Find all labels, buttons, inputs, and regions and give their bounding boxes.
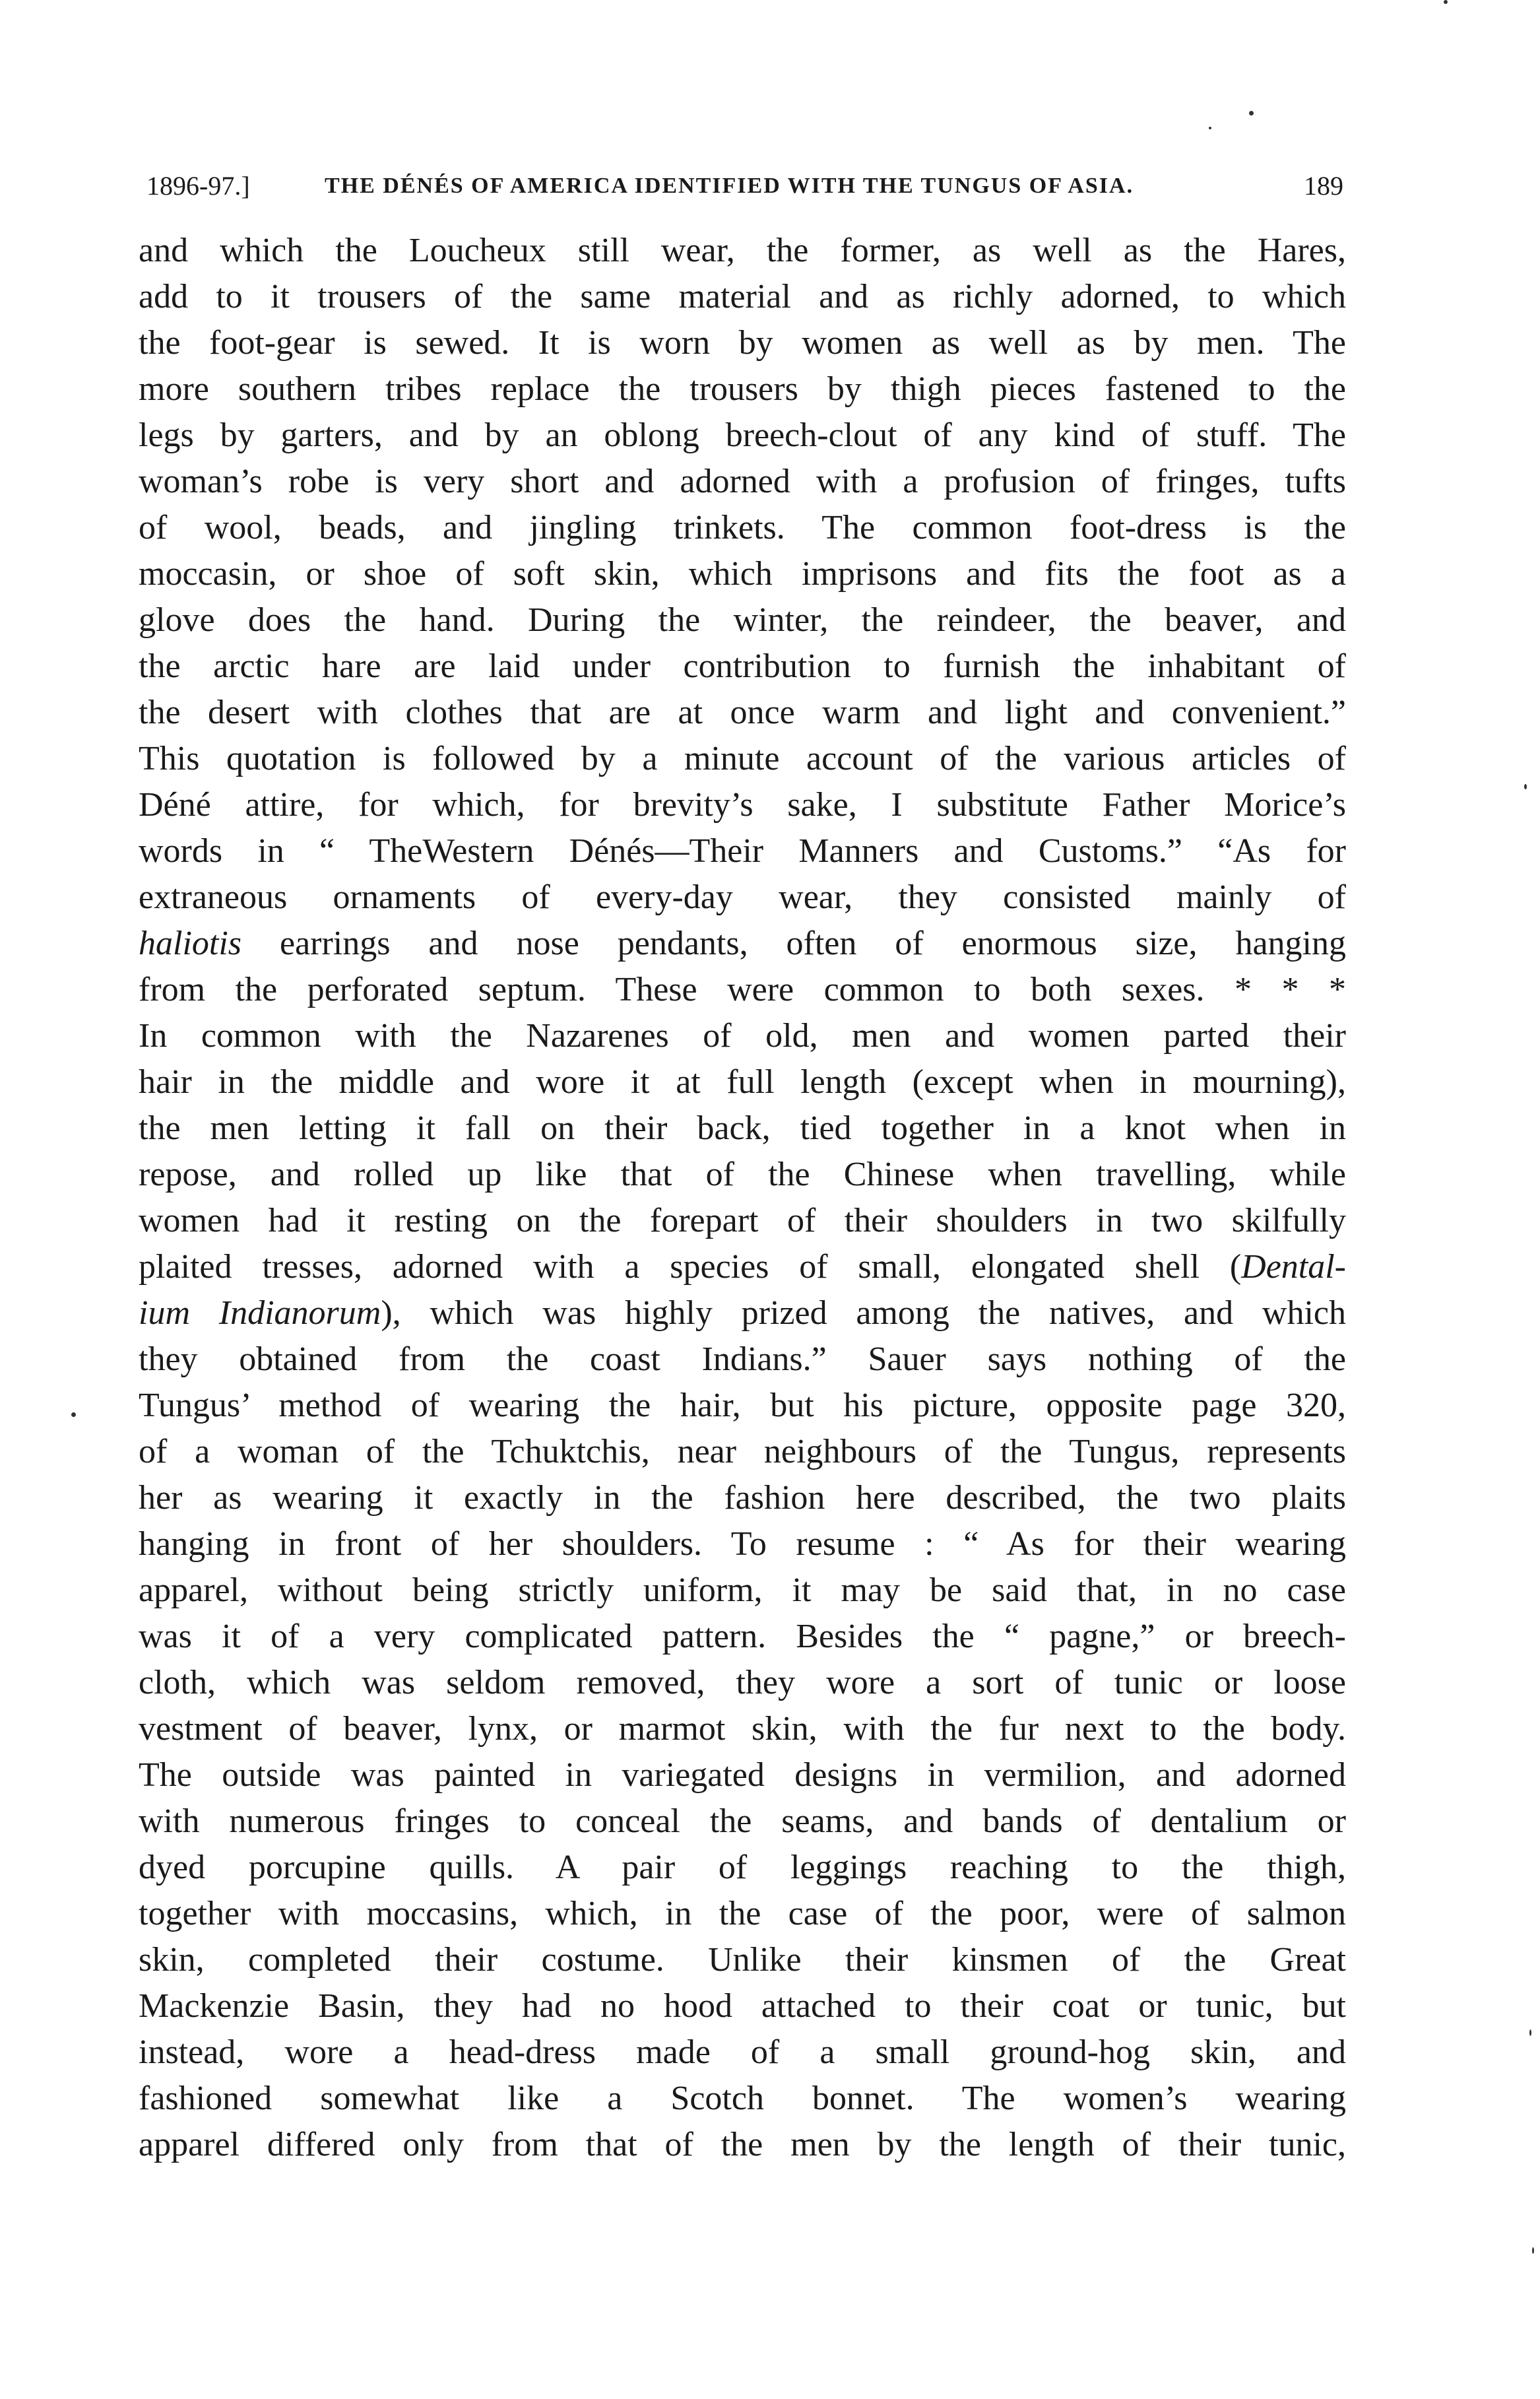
text-line bbox=[139, 228, 1346, 274]
line-text: with numerous fringes to conceal the seams, and bands of dentalium or bbox=[139, 1802, 1346, 1840]
text-line bbox=[139, 1937, 1346, 1983]
line-text: together with moccasins, which, in the case of the poor, were of salmon bbox=[139, 1895, 1346, 1932]
line-text: the desert with clothes that are at once warm and light and convenient.” bbox=[139, 694, 1346, 731]
text-line bbox=[139, 366, 1346, 412]
page-number: 189 bbox=[1304, 171, 1343, 201]
line-text: moccasin, or shoe of soft skin, which imprisons and fits the foot as a bbox=[139, 555, 1346, 593]
line-text: The outside was painted in variegated designs in vermilion, and adorned bbox=[139, 1756, 1346, 1794]
line-text: of a woman of the Tchuktchis, near neighbours of the Tungus, represents bbox=[139, 1433, 1346, 1470]
text-line bbox=[139, 1429, 1346, 1475]
line-text: dyed porcupine quills. A pair of leggings reaching to the thigh, bbox=[139, 1849, 1346, 1886]
line-text: instead, wore a head-dress made of a small ground-hog skin, and bbox=[139, 2033, 1346, 2071]
text-line bbox=[139, 320, 1346, 366]
line-text: apparel differed only from that of the men by the length of their tunic, bbox=[139, 2126, 1346, 2163]
line-text: women had it resting on the forepart of their shoulders in two skilfully bbox=[139, 1202, 1346, 1239]
body-text bbox=[139, 228, 1346, 2168]
text-line bbox=[139, 736, 1346, 782]
line-text: hanging in front of her shoulders. To resume : “ As for their wearing bbox=[139, 1525, 1346, 1563]
text-line bbox=[139, 1798, 1346, 1845]
scan-speck bbox=[71, 1412, 76, 1417]
line-text: legs by garters, and by an oblong breech-clout of any kind of stuff. The bbox=[139, 416, 1346, 454]
text-line bbox=[139, 1152, 1346, 1198]
text-line bbox=[139, 874, 1346, 921]
line-text: extraneous ornaments of every-day wear, they consisted mainly of bbox=[139, 878, 1346, 916]
text-line bbox=[139, 1290, 1346, 1336]
line-text: Déné attire, for which, for brevity’s sake, I substitute Father Morice’s bbox=[139, 786, 1346, 824]
text-line bbox=[139, 1752, 1346, 1798]
line-text: and which the Loucheux still wear, the former, as well as the Hares, bbox=[139, 232, 1346, 269]
line-text: In common with the Nazarenes of old, men and women parted their bbox=[139, 1017, 1346, 1055]
text-line bbox=[139, 782, 1346, 828]
text-line bbox=[139, 1336, 1346, 1383]
running-head bbox=[146, 166, 1343, 206]
line-text: This quotation is followed by a minute account of the various articles of bbox=[139, 740, 1346, 777]
text-line bbox=[139, 643, 1346, 690]
line-text: words in “ TheWestern Dénés—Their Manners and Customs.” “As for bbox=[139, 832, 1346, 870]
line-text: her as wearing it exactly in the fashion here described, the two plaits bbox=[139, 1479, 1346, 1517]
line-text: woman’s robe is very short and adorned with a profusion of fringes, tufts bbox=[139, 463, 1346, 500]
line-text: earrings and nose pendants, often of enormous size, hanging bbox=[241, 925, 1346, 962]
line-text: glove does the hand. During the winter, the reindeer, the beaver, and bbox=[139, 601, 1346, 639]
italic-term: Dental- bbox=[1241, 1248, 1346, 1286]
text-line bbox=[139, 1475, 1346, 1521]
scan-speck bbox=[1532, 2247, 1534, 2254]
text-line bbox=[139, 1660, 1346, 1706]
line-text: repose, and rolled up like that of the Chinese when travelling, while bbox=[139, 1156, 1346, 1193]
line-text: cloth, which was seldom removed, they wore a sort of tunic or loose bbox=[139, 1664, 1346, 1701]
scan-speck bbox=[1209, 127, 1211, 129]
line-text: from the perforated septum. These were common to both sexes. * * * bbox=[139, 971, 1346, 1008]
text-line bbox=[139, 1244, 1346, 1290]
line-text: fashioned somewhat like a Scotch bonnet. The women’s wearing bbox=[139, 2080, 1346, 2117]
line-text: apparel, without being strictly uniform, it may be said that, in no case bbox=[139, 1571, 1346, 1609]
text-line bbox=[139, 1614, 1346, 1660]
text-line bbox=[139, 921, 1346, 967]
line-text: hair in the middle and wore it at full length (except when in mourning), bbox=[139, 1063, 1346, 1101]
line-text: the arctic hare are laid under contribution to furnish the inhabitant of bbox=[139, 647, 1346, 685]
text-line bbox=[139, 1059, 1346, 1105]
line-text: Mackenzie Basin, they had no hood attached to their coat or tunic, but bbox=[139, 1987, 1346, 2025]
text-line bbox=[139, 967, 1346, 1013]
scan-speck bbox=[1524, 784, 1527, 789]
text-line bbox=[139, 1845, 1346, 1891]
text-line bbox=[139, 274, 1346, 320]
text-line bbox=[139, 828, 1346, 874]
text-line bbox=[139, 1706, 1346, 1752]
line-text: more southern tribes replace the trousers by thigh pieces fastened to the bbox=[139, 370, 1346, 408]
text-line bbox=[139, 1567, 1346, 1614]
line-text: plaited tresses, adorned with a species of small, elongated shell ( bbox=[139, 1248, 1242, 1286]
line-text: vestment of beaver, lynx, or marmot skin, with the fur next to the body. bbox=[139, 1710, 1346, 1748]
text-line bbox=[139, 2076, 1346, 2122]
text-line bbox=[139, 690, 1346, 736]
italic-term: haliotis bbox=[139, 925, 242, 962]
scan-speck bbox=[1529, 2029, 1531, 2036]
text-line bbox=[139, 1891, 1346, 1937]
header-years: 1896-97.] bbox=[146, 171, 250, 201]
text-line bbox=[139, 412, 1346, 459]
text-line bbox=[139, 597, 1346, 643]
line-text: of wool, beads, and jingling trinkets. The common foot-dress is the bbox=[139, 509, 1346, 546]
line-text: ), which was highly prized among the natives, and which bbox=[381, 1294, 1346, 1332]
scan-speck bbox=[1444, 0, 1448, 4]
text-line bbox=[139, 1383, 1346, 1429]
text-line bbox=[139, 2122, 1346, 2168]
scan-speck bbox=[1249, 111, 1254, 115]
text-line bbox=[139, 1983, 1346, 2029]
text-line bbox=[139, 505, 1346, 551]
text-line bbox=[139, 551, 1346, 597]
line-text: add to it trousers of the same material and as richly adorned, to which bbox=[139, 278, 1346, 315]
line-text: skin, completed their costume. Unlike their kinsmen of the Great bbox=[139, 1941, 1346, 1979]
line-text: they obtained from the coast Indians.” Sauer says nothing of the bbox=[139, 1340, 1346, 1378]
line-text: the foot-gear is sewed. It is worn by women as well as by men. The bbox=[139, 324, 1346, 362]
text-line bbox=[139, 1521, 1346, 1567]
italic-term: ium Indianorum bbox=[139, 1294, 381, 1332]
text-line bbox=[139, 1105, 1346, 1152]
line-text: the men letting it fall on their back, tied together in a knot when in bbox=[139, 1109, 1346, 1147]
text-line bbox=[139, 1013, 1346, 1059]
text-line bbox=[139, 459, 1346, 505]
line-text: Tungus’ method of wearing the hair, but his picture, opposite page 320, bbox=[139, 1387, 1346, 1424]
line-text: was it of a very complicated pattern. Besides the “ pagne,” or breech- bbox=[139, 1618, 1346, 1655]
text-line bbox=[139, 1198, 1346, 1244]
text-line bbox=[139, 2029, 1346, 2076]
header-title: THE DÉNÉS OF AMERICA IDENTIFIED WITH THE TUNGUS OF ASIA. bbox=[325, 174, 1134, 198]
